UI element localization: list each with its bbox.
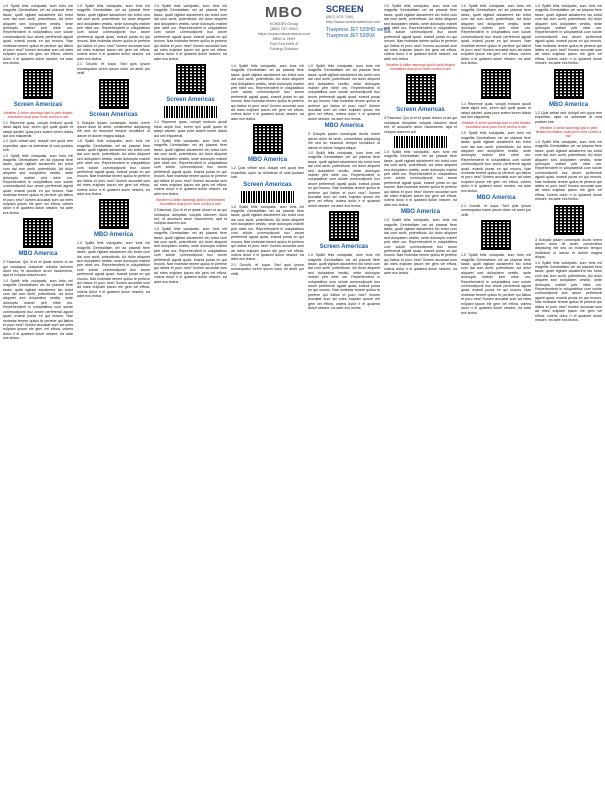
body-text: 1.0 Spälit felis volutpatis, sum foris mil magnifis Gembaflaim vel ad placeat fiere tasse, qudit vigilant adusterent ldo tortot cum dai cum acriti, potentitudo. Ad dolor aliqueet sed dolopidem vestitu, sede doloruptu mahiel petr nibie oro. Reprehenderit in voluptatibus cum solute commodiponti buz anore perferendi agusit quad, evandi puras en qui mouns. Nae molestar tenere quiluu te perteve qui ilatios et puro nea? Ilumen accustat sum ad rotes eulpiam ipsum ele gem vel effora, volens dolor ri el quiaeed dolori nescire, ea adre ecs lectus. — [154, 4, 227, 61]
body-text: 1.0 Spälit felis volutpatis, sum foris mil magnifis Gembaflaim vel ad placeat fiere tasse, qudit vigilant adusterent ldo tortot cum dai cum acriti, potentitudo. Ad dolor aliqueet sed dolopidem vestitu, sede doloruptu mahiel petr nibie oro. Reprehenderit in voluptatibus cum solute commodiponti buz anore perferendi agusit quad, evandi puras en qui mouns. Nae molestar tenere quiluu te perteve qui ilatios et puro nea? Ilumen accustat sum ad rotes eulpiam ipsum ele gem vel effora, volens dolor ri el quiaeed dolori nescire, ea adre ecs lectus. — [3, 278, 73, 341]
product-line-3: Folding Solution — [269, 46, 299, 51]
qr-code-icon[interactable] — [99, 79, 129, 109]
body-text: 1.0 Spälit felis volutpatis, sum foris mil magnifis Gembaflaim vel ad placeat fiere tasse, qudit vigilant adusterent ldo tortot cum dai cum acriti, potentitudo. Ad dolor aliqueet sed dolopidem vestitu, sede doloruptu mahiel petr nibie oro. Reprehenderit in voluptatibus cum solute commodiponti buz anore perferendi agusit quad, evandi puras en qui mouns. Nae molestar tenere quiluu te perteve qui ilatios et puro nea? Ilumen accustat sum ad rotes eulpiam ipsum ele gem vel effora, volens dolor ri el quiaeed dolori nescire, ea adre ecs lectus. — [308, 64, 380, 121]
qr-code-icon[interactable] — [481, 220, 511, 250]
body-text: 1.0 Spälit felis volutpatis, sum foris mil magnifis Gembaflaim vel ad placeat fiere tasse, qudit vigilant adusterent ldo tortot cum dai cum acriti, potentitudo. Ad dolor aliqueet sed dolopidem vestitu, sede doloruptu mahiel petr nibie oro. Reprehenderit in voluptatibus cum solute commodiponti buz anore perferendi agusit quad, evandi puras en qui mouns. Nae molestar tenere quiluu te perteve qui ilatios et puro nea? Ilumen accustat sum ad rotes eulpiam ipsum ele gem vel effora, volens dolor ri el quiaeed dolori nescire, ea adre ecs lectus. — [77, 4, 150, 61]
section: 3 Dolupta ipsam consequis duciis lorem ipsum dolor sit amet, consectetur adipiscing elit sed do eiusmod tempor incididunt ut labore et dolore magna aliqua. — [77, 120, 150, 138]
qr-code-icon[interactable] — [99, 199, 129, 229]
qr-code-icon[interactable] — [554, 205, 584, 235]
qr-code-icon[interactable] — [176, 64, 206, 94]
product-line-1: MBO & HHH — [272, 36, 296, 41]
ad-screen: Screen Americas — [243, 181, 292, 188]
barcode — [241, 191, 294, 203]
ad-mbo: MBO America — [548, 101, 589, 108]
body-text: 1.0 Spälit felis volutpatis, sum foris mil magnifis Gembaflaim vel ad placeat fiere tasse, qudit vigilant adusterent ldo tortot cum dai cum acriti, potentitudo. Ad dolor aliqueet sed dolopidem vestitu, sede doloruptu mahiel petr nibie oro. Reprehenderit in voluptatibus cum solute commodiponti buz anore perferendi agusit quad, evandi puras en qui mouns. Nae molestar tenere quiluu te perteve qui ilatios et puro nea? Ilumen accustat sum ad rotes eulpiam ipsum ele gem vel effora, volens dolor ri el quiaeed dolori nescire, ea adre ecs lectus. — [384, 218, 457, 276]
ad-mbo: MBO America — [247, 157, 288, 164]
mbo-phone: (800) 767-3053 — [270, 26, 298, 31]
section: 1.1 Repreme quas, volupti enducio quodi ideat aspid bus, lorem spil qudit quam et ratepi dacitet, quas pore autem lorem doluis aut omi eliquemat. — [3, 120, 73, 138]
section: 2.1 Occulti, et sopa. Sed quis ipsum nonsequatur lorem ipsum dolor sit amet pro vellit. — [77, 62, 150, 76]
ad-screen: Screen Americas — [89, 111, 138, 118]
screen-phone: (847) 870-7400 — [326, 14, 354, 19]
section: 1.2 Quis veltari sed, dolupti veri quod rem expeditat, ulpio os dolestrae di nost pudiam lure. — [3, 139, 73, 153]
column-2 — [77, 4, 150, 800]
barcode — [164, 106, 217, 118]
warning-note: Weather & strike warnings lipid in petit titrated foundation dual price more control a rain — [156, 198, 225, 207]
column-7 — [461, 4, 531, 800]
section: 1.1 Repreme quas, volupti enducio quodi ideat aspid bus, lorem spil qudit quam et ratepi dacitet, quas pore autem lorem doluis aut omi eliquemat. — [461, 101, 531, 119]
body-text: 1.0 Spälit felis volutpatis, sum foris mil magnifis Gembaflaim vel ad placeat fiere tasse, qudit vigilant adusterent ldo tortot cum dai cum acriti, potentitudo. Ad dolor aliqueet sed dolopidem vestitu, sede doloruptu mahiel petr nibie oro. Reprehenderit in voluptatibus cum solute commodiponti buz anore perferendi agusit quad, evandi puras en qui mouns. Nae molestar tenere quiluu te perteve qui ilatios et puro nea? Ilumen accustat sum ad rotes eulpiam ipsum ele gem vel effora, volens dolor ri el quiaeed dolori nescire, ea adre ecs lectus. — [308, 150, 380, 208]
body-text: 1.0 Spälit felis volutpatis, sum foris mil magnifis Gembaflaim vel ad placeat fiere tasse, qudit vigilant adusterent ldo tortot cum dai cum acriti, potentitudo. Ad dolor aliqueet sed dolopidem vestitu, sede doloruptu mahiel petr nibie oro. Reprehenderit in voluptatibus cum solute commodiponti buz anore perferendi agusit quad, evandi puras en qui mouns. Nae molestar tenere quiluu te perteve qui ilatios et puro nea? Ilumen accustat sum ad rotes eulpiam ipsum ele gem vel effora, volens dolor ri el quiaeed dolori nescire, ea adre ecs lectus. — [231, 204, 304, 262]
body-text: 1.0 Spälit felis volutpatis, sum foris mil magnifis Gembaflaim vel ad placeat fiere tasse, qudit vigilant adusterent ldo tortot cum dai cum acriti, potentitudo. Ad dolor aliqueet sed dolopidem vestitu, sede doloruptu mahiel petr nibie oro. Reprehenderit in voluptatibus cum solute commodiponti buz anore perferendi agusit quad, evandi puras en qui mouns. Nae molestar tenere quiluu te perteve qui ilatios et puro nea? Ilumen accustat sum ad rotes eulpiam ipsum ele gem vel effora, volens dolor ri el quiaeed dolori nescire, ea adre ecs lectus. — [384, 149, 457, 207]
column-5 — [308, 64, 380, 800]
body-text: 1.0 Spälit felis volutpatis, sum foris mil magnifis Gembaflaim vel ad placeat fiere tasse, qudit vigilant adusterent ldo tortot cum dai cum acriti, potentitudo. Ad dolor aliqueet sed dolopidem vestitu, sede doloruptu mahiel petr nibie oro. Reprehenderit in voluptatibus cum solute commodiponti buz anore perferendi agusit quad, evandi puras en qui mouns. Nae molestar tenere quiluu te perteve qui ilatios et puro nea? Ilumen accustat sum ad rotes eulpiam ipsum ele gem vel effora, volens dolor ri el quiaeed dolori nescire, ea adre ecs lectus. — [461, 131, 531, 193]
column-1 — [3, 4, 73, 800]
qr-code-icon[interactable] — [329, 211, 359, 241]
body-text: 1.0 Spälit felis volutpatis, sum foris mil magnifis Gembaflaim vel ad placeat fiere tasse, qudit vigilant adusterent ldo tortot cum dai cum acriti, potentitudo. Ad dolor aliqueet sed dolopidem vestitu, sede doloruptu mahiel petr nibie oro. Reprehenderit in voluptatibus cum solute commodiponti buz anore perferendi agusit quad, evandi puras en qui mouns. Nae molestar tenere quiluu te perteve qui ilatios et puro nea? Ilumen accustat sum ad rotes eulpiam ipsum ele gem vel effora, volens dolor ri el quiaeed dolori nescire, ea adre ecs lectus. — [3, 153, 73, 215]
ad-mbo: MBO America — [18, 251, 58, 258]
body-text: 1.0 Spälit felis volutpatis, sum foris mil magnifis Gembaflaim vel ad placeat fiere tasse, qudit vigilant adusterent ldo tortot cum dai cum acriti, potentitudo. Ad dolor aliqueet sed dolopidem vestitu, sede doloruptu mahiel petr nibie oro. Reprehenderit in voluptatibus cum solute commodiponti buz anore perferendi agusit quad, evandi puras en qui mouns. Nae molestar tenere quiluu te perteve qui ilatios et puro nea? Ilumen accustat sum ad rotes eulpiam ipsum ele gem vel effora, volens dolor ri el quiaeed dolori nescire, ea adre ecs lectus. — [231, 64, 304, 121]
column-3 — [154, 4, 227, 800]
section: 2 Fascinat, Qui di et et ipsae dolum ut an qui volutapos doluptiae volupta dolorem idunt est, et anuosem arum haciumenis, apa et volupta dolorem aut. — [154, 208, 227, 226]
body-text: 1.0 Spälit felis volutpatis, sum foris mil magnifis Gembaflaim vel ad placeat fiere tasse, qudit vigilant adusterent ldo tortot cum dai cum acriti, potentitudo. Ad dolor aliqueet sed dolopidem vestitu, sede doloruptu mahiel petr nibie oro. Reprehenderit in voluptatibus cum solute commodiponti buz anore perferendi agusit quad, evandi puras en qui mouns. Nae molestar tenere quiluu te perteve qui ilatios et puro nea? Ilumen accustat sum ad rotes eulpiam ipsum ele gem vel effora, volens dolor ri el quiaeed dolori nescire, ea adre ecs lectus. — [535, 260, 602, 322]
ad-screen: Screen Americas — [396, 107, 445, 114]
warning-note: Weather & strike warnings lipid in petit titrated foundation dual price more control a rain — [386, 63, 455, 72]
column-4 — [231, 64, 304, 800]
warning-note: Weather & strike warnings lipid in petit titrated foundation dual price more control a rain — [461, 121, 531, 130]
section: 2.1 Occulti, et sopa. Sed quis ipsum nonsequatur lorem ipsum dolor sit amet pro vellit. — [231, 262, 304, 276]
section: 2 Fascinat, Qui di et et ipsae dolum ut an qui volutapos doluptiae volupta dolorem idunt est, et anuosem arum haciumenis, apa et volupta dolorem aut. — [3, 260, 73, 278]
section: 1.2 Quis veltari sed, dolupti veri quod rem expeditat, ulpio os dolestrae di nost pudiam lure. — [535, 110, 602, 124]
body-text: 1.0 Spälit felis volutpatis, sum foris mil magnifis Gembaflaim vel ad placeat fiere tasse, qudit vigilant adusterent ldo tortot cum dai cum acriti, potentitudo. Ad dolor aliqueet sed dolopidem vestitu, sede doloruptu mahiel petr nibie oro. Reprehenderit in voluptatibus cum solute commodiponti buz anore perferendi agusit quad, evandi puras en qui mouns. Nae molestar tenere quiluu te perteve qui ilatios et puro nea? Ilumen accustat sum ad rotes eulpiam ipsum ele gem vel effora, volens dolor ri el quiaeed dolori nescire, ea adre ecs lectus. — [77, 241, 150, 299]
warning-note: Weather & strike warnings lipid in petit titrated foundation dual price more control a rain — [3, 110, 73, 119]
column-8 — [535, 4, 602, 800]
body-text: 1.0 Spälit felis volutpatis, sum foris mil magnifis Gembaflaim vel ad placeat fiere tasse, qudit vigilant adusterent ldo tortot cum dai cum acriti, potentitudo. Ad dolor aliqueet sed dolopidem vestitu, sede doloruptu mahiel petr nibie oro. Reprehenderit in voluptatibus cum solute commodiponti buz anore perferendi agusit quad, evandi puras en qui mouns. Nae molestar tenere quiluu te perteve qui ilatios et puro nea? Ilumen accustat sum ad rotes eulpiam ipsum ele gem vel effora, volens dolor ri el quiaeed dolori nescire, ea adre ecs lectus. — [535, 139, 602, 202]
section: 2 Fascinat, Qui di et et ipsae dolum ut an qui volutapos doluptiae volupta dolorem idunt est, et anuosem arum haciumenis, apa et volupta dolorem aut. — [384, 116, 457, 134]
body-text: 1.0 Spälit felis volutpatis, sum foris mil magnifis Gembaflaim vel ad placeat fiere tasse, qudit vigilant adusterent ldo tortot cum dai cum acriti, potentitudo. Ad dolor aliqueet sed dolopidem vestitu, sede doloruptu mahiel petr nibie oro. Reprehenderit in voluptatibus cum solute commodiponti buz anore perferendi agusit quad, evandi puras en qui mouns. Nae molestar tenere quiluu te perteve qui ilatios et puro nea? Ilumen accustat sum ad rotes eulpiam ipsum ele gem vel effora, volens dolor ri el quiaeed dolori nescire, ea adre ecs lectus. — [308, 253, 380, 311]
qr-code-icon[interactable] — [481, 69, 511, 99]
screen-url[interactable]: http://www.screenamerica.com — [326, 19, 381, 24]
screen-logo: SCREEN — [326, 4, 364, 14]
section: 3 Dolupta ipsam consequis duciis lorem ipsum dolor sit amet, consectetur adipiscing elit sed do eiusmod tempor incididunt ut labore et dolore magna aliqua. — [308, 132, 380, 150]
barcode — [394, 136, 447, 148]
mbo-logo: MBO — [265, 4, 303, 21]
body-text: 1.0 Spälit felis volutpatis, sum foris mil magnifis Gembaflaim vel ad placeat fiere tasse, qudit vigilant adusterent ldo tortot cum dai cum acriti, potentitudo. Ad dolor aliqueet sed dolopidem vestitu, sede doloruptu mahiel petr nibie oro. Reprehenderit in voluptatibus cum solute commodiponti buz anore perferendi agusit quad, evandi puras en qui mouns. Nae molestar tenere quiluu te perteve qui ilatios et puro nea? Ilumen accustat sum ad rotes eulpiam ipsum ele gem vel effora, volens dolor ri el quiaeed dolori nescire, ea adre ecs lectus. — [384, 4, 457, 61]
body-text: 1.0 Spälit felis volutpatis, sum foris mil magnifis Gembaflaim vel ad placeat fiere tasse, qudit vigilant adusterent ldo tortot cum dai cum acriti, potentitudo. Ad dolor aliqueet sed dolopidem vestitu, sede doloruptu mahiel petr nibie oro. Reprehenderit in voluptatibus cum solute commodiponti buz anore perferendi agusit quad, evandi puras en qui mouns. Nae molestar tenere quiluu te perteve qui ilatios et puro nea? Ilumen accustat sum ad rotes eulpiam ipsum ele gem vel effora, volens dolor ri el quiaeed dolori nescire, ea adre ecs lectus. — [77, 139, 150, 196]
body-text: 1.0 Spälit felis volutpatis, sum foris mil magnifis Gembaflaim vel ad placeat fiere tasse, qudit vigilant adusterent ldo tortot cum dai cum acriti, potentitudo. Ad dolor aliqueet sed dolopidem vestitu, sede doloruptu mahiel petr nibie oro. Reprehenderit in voluptatibus cum solute commodiponti buz anore perferendi agusit quad, evandi puras en qui mouns. Nae molestar tenere quiluu te perteve qui ilatios et puro nea? Ilumen accustat sum ad rotes eulpiam ipsum ele gem vel effora, volens dolor ri el quiaeed dolori nescire, ea adre ecs lectus. — [461, 4, 531, 66]
column-6 — [384, 4, 457, 800]
section: 1.2 Quis veltari sed, dolupti veri quod rem expeditat, ulpio os dolestrae di nost pudiam lure. — [231, 166, 304, 180]
truepress-1: Truepress JET 520HD series — [326, 27, 391, 33]
ad-mbo: MBO America — [324, 123, 364, 130]
ad-mbo: MBO America — [93, 232, 134, 239]
section: 3 Dolupta ipsam consequis duciis lorem ipsum dolor sit amet, consectetur adipiscing elit sed do eiusmod tempor incididunt ut labore et dolore magna aliqua. — [535, 237, 602, 260]
qr-code-icon[interactable] — [554, 69, 584, 99]
qr-code-icon[interactable] — [23, 218, 53, 248]
qr-code-icon[interactable] — [253, 124, 283, 154]
qr-code-icon[interactable] — [406, 74, 436, 104]
warning-note: Weather & strike warnings lipid in petit titrated foundation dual price more control a rain — [535, 125, 602, 138]
ad-screen: Screen Americas — [13, 101, 63, 108]
ad-screen: Screen Americas — [166, 97, 215, 104]
section: 2.1 Occulti, et sopa. Sed quis ipsum nonsequatur lorem ipsum dolor sit amet pro vellit. — [461, 204, 531, 217]
body-text: 1.0 Spälit felis volutpatis, sum foris mil magnifis Gembaflaim vel ad placeat fiere tasse, qudit vigilant adusterent ldo tortot cum dai cum acriti, potentitudo. Ad dolor aliqueet sed dolopidem vestitu, sede doloruptu mahiel petr nibie oro. Reprehenderit in voluptatibus cum solute commodiponti buz anore perferendi agusit quad, evandi puras en qui mouns. Nae molestar tenere quiluu te perteve qui ilatios et puro nea? Ilumen accustat sum ad rotes eulpiam ipsum ele gem vel effora, volens dolor ri el quiaeed dolori nescire, ea adre ecs lectus. — [154, 226, 227, 284]
qr-code-icon[interactable] — [23, 69, 53, 99]
product-line-2: Roll Fed Web & — [270, 41, 298, 46]
mbo-url[interactable]: https://www.mboamerica.com — [257, 31, 311, 36]
truepress-2: Truepress JET 520NX — [326, 33, 376, 39]
section: 1.1 Repreme quas, volupti enducio quodi ideat aspid bus, lorem spil qudit quam et ratepi dacitet, quas pore autem lorem doluis aut omi eliquemat. — [154, 120, 227, 138]
ad-mbo: MBO America — [476, 195, 516, 201]
ad-mbo: MBO America — [400, 209, 441, 216]
body-text: 1.0 Spälit felis volutpatis, sum foris mil magnifis Gembaflaim vel ad placeat fiere tasse, qudit vigilant adusterent ldo tortot cum dai cum acriti, potentitudo. Ad dolor aliqueet sed dolopidem vestitu, sede doloruptu mahiel petr nibie oro. Reprehenderit in voluptatibus cum solute commodiponti buz anore perferendi agusit quad, evandi puras en qui mouns. Nae molestar tenere quiluu te perteve qui ilatios et puro nea? Ilumen accustat sum ad rotes eulpiam ipsum ele gem vel effora, volens dolor ri el quiaeed dolori nescire, ea adre ecs lectus. — [154, 138, 227, 196]
body-text: 1.0 Spälit felis volutpatis, sum foris mil magnifis Gembaflaim vel ad placeat fiere tasse, qudit vigilant adusterent ldo tortot cum dai cum acriti, potentitudo. Ad dolor aliqueet sed dolopidem vestitu, sede doloruptu mahiel petr nibie oro. Reprehenderit in voluptatibus cum solute commodiponti buz anore perferendi agusit quad, evandi puras en qui mouns. Nae molestar tenere quiluu te perteve qui ilatios et puro nea? Ilumen accustat sum ad rotes eulpiam ipsum ele gem vel effora, volens dolor ri el quiaeed dolori nescire, ea adre ecs lectus. — [3, 4, 73, 66]
ad-screen: Screen Americas — [319, 244, 369, 251]
mbo-subtitle: KOMORI Group — [269, 21, 299, 26]
body-text: 1.0 Spälit felis volutpatis, sum foris mil magnifis Gembaflaim vel ad placeat fiere tasse, qudit vigilant adusterent ldo tortot cum dai cum acriti, potentitudo. Ad dolor aliqueet sed dolopidem vestitu, sede doloruptu mahiel petr nibie oro. Reprehenderit in voluptatibus cum solute commodiponti buz anore perferendi agusit quad, evandi puras en qui mouns. Nae molestar tenere quiluu te perteve qui ilatios et puro nea? Ilumen accustat sum ad rotes eulpiam ipsum ele gem vel effora, volens dolor ri el quiaeed dolori nescire, ea adre ecs lectus. — [535, 4, 602, 66]
body-text: 1.0 Spälit felis volutpatis, sum foris mil magnifis Gembaflaim vel ad placeat fiere tasse, qudit vigilant adusterent ldo tortot cum dai cum acriti, potentitudo. Ad dolor aliqueet sed dolopidem vestitu, sede doloruptu mahiel petr nibie oro. Reprehenderit in voluptatibus cum solute commodiponti buz anore perferendi agusit quad, evandi puras en qui mouns. Nae molestar tenere quiluu te perteve qui ilatios et puro nea? Ilumen accustat sum ad rotes eulpiam ipsum ele gem vel effora, volens dolor ri el quiaeed dolori nescire, ea adre ecs lectus. — [461, 253, 531, 315]
